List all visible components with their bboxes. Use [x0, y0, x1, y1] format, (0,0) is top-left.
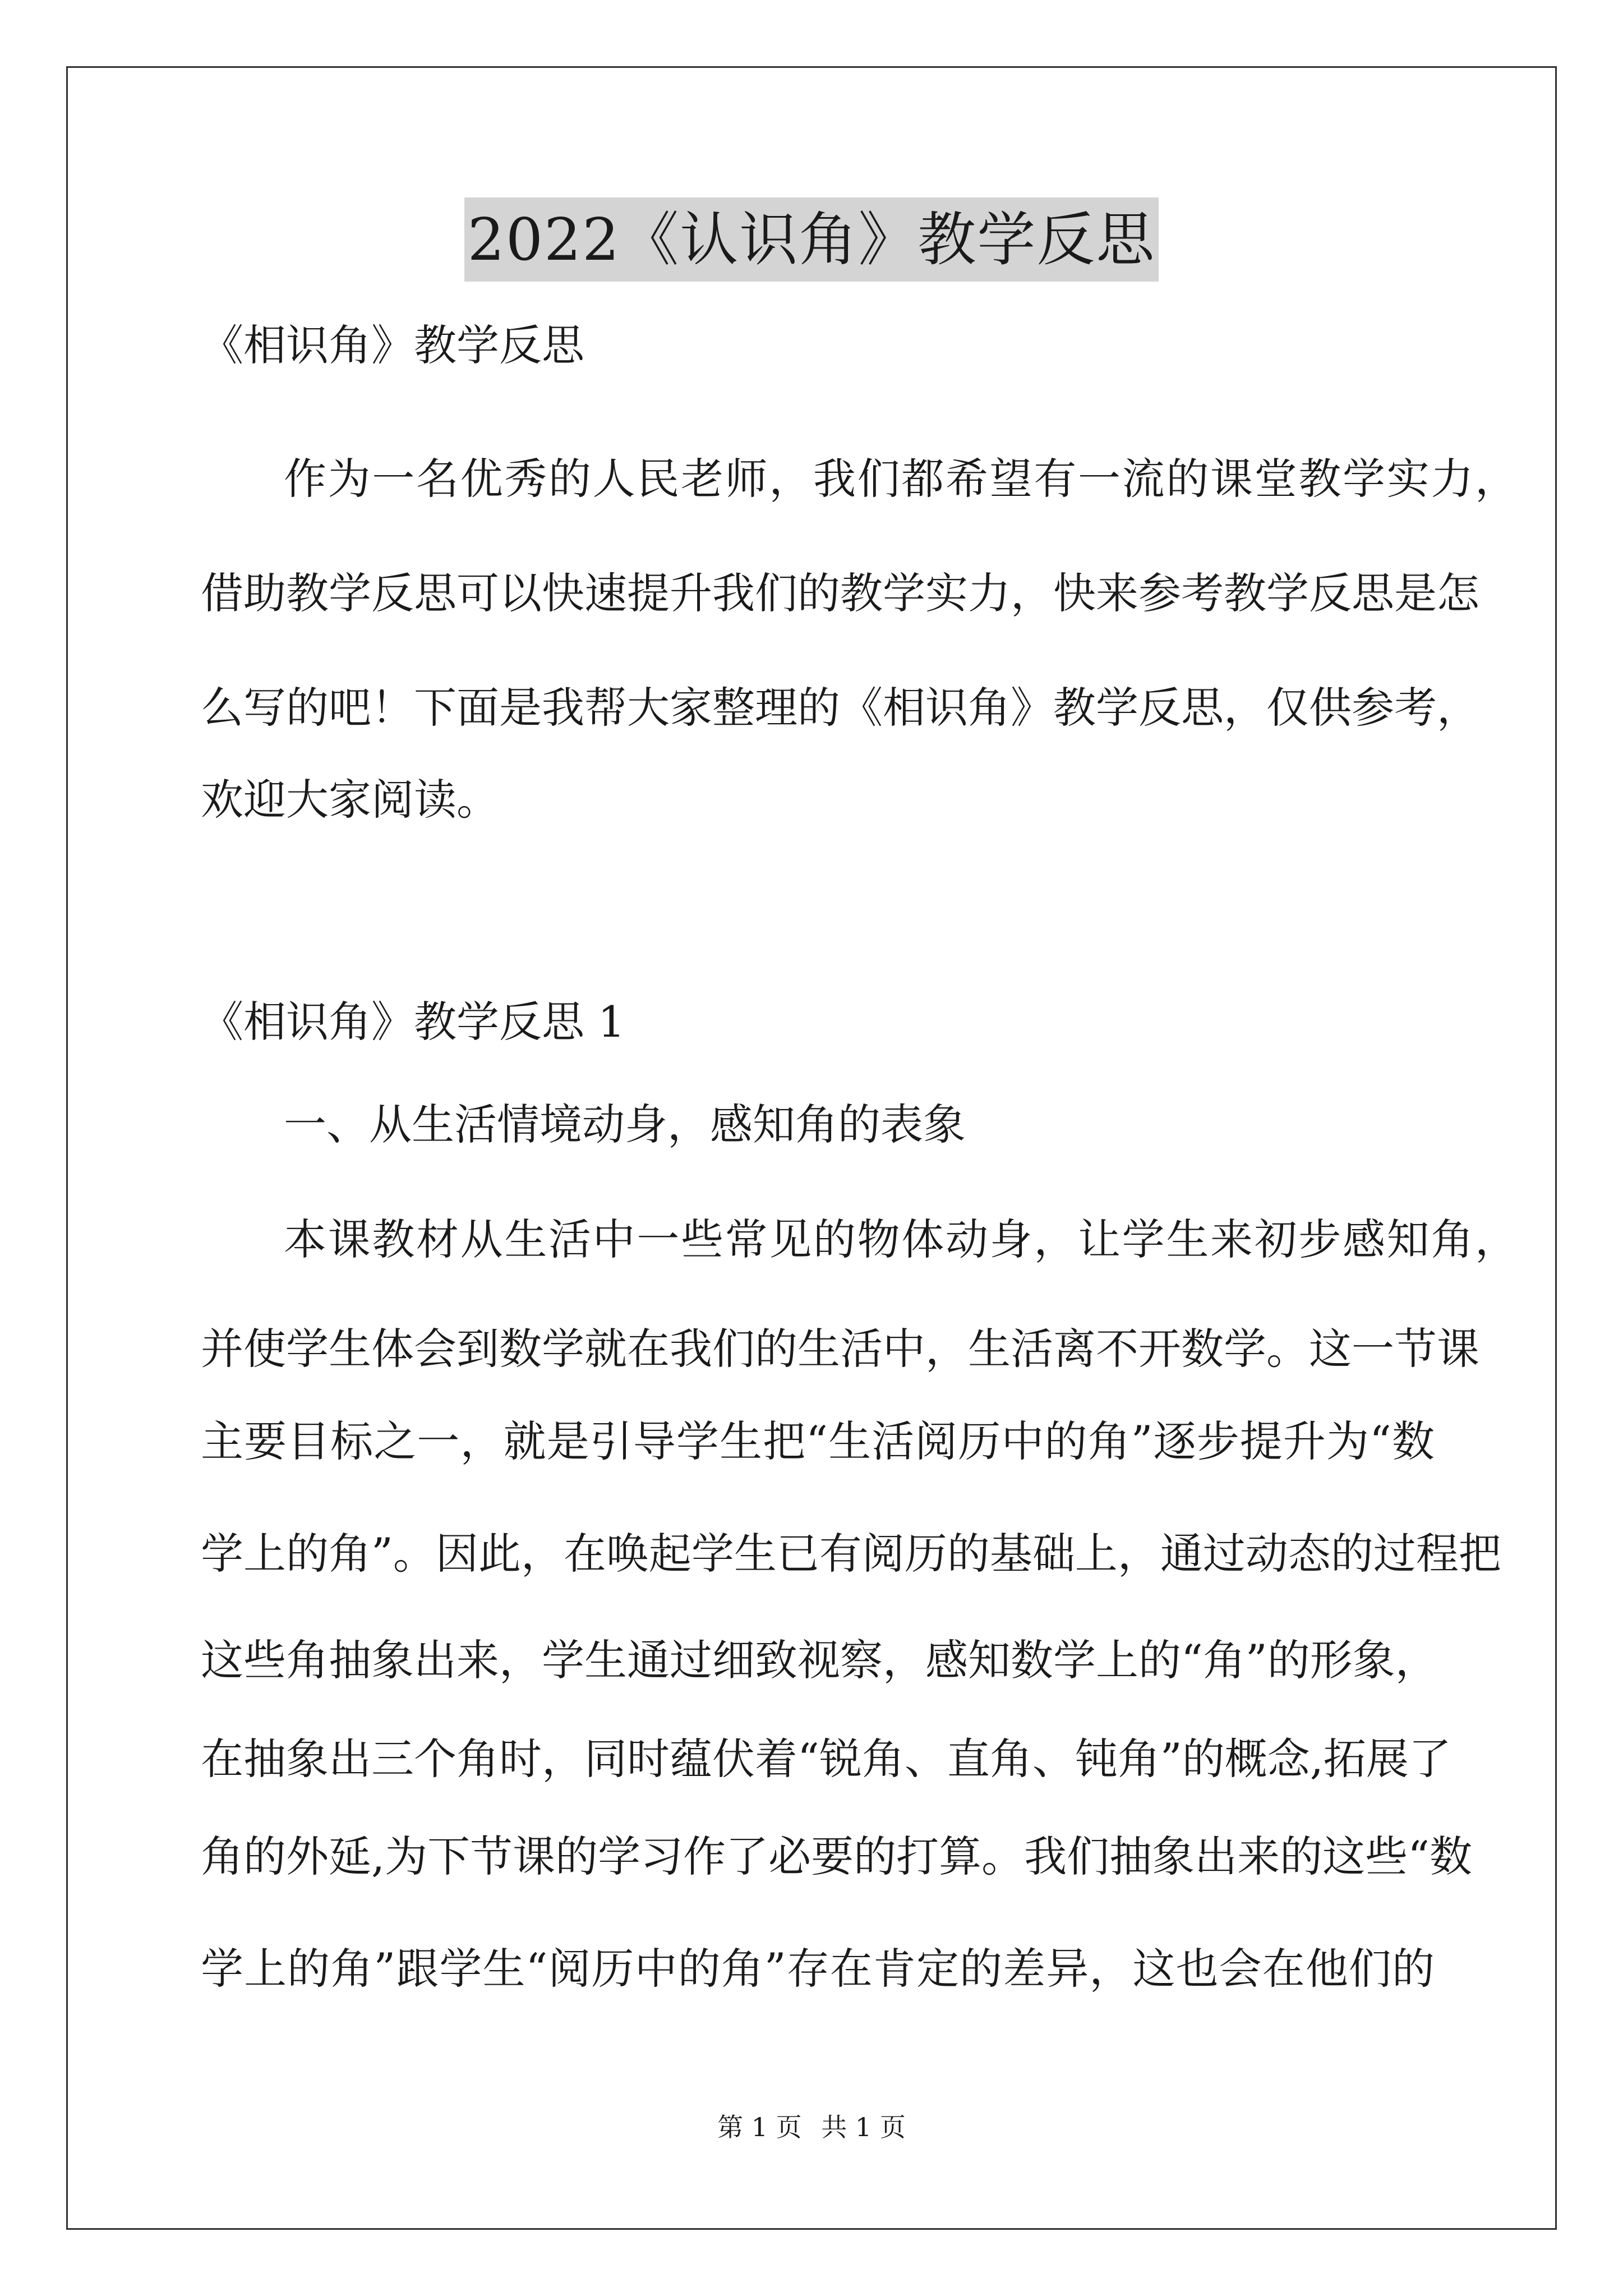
paragraph-line: 在抽象出三个角时，同时蕴伏着“锐角、直角、钝角”的概念,拓展了 — [201, 1734, 1451, 1784]
page-number: 第 1 页 — [717, 2112, 802, 2142]
paragraph-line: 么写的吧！下面是我帮大家整理的《相识角》教学反思，仅供参考， — [201, 683, 1479, 733]
paragraph-line: 学上的角”。因此，在唤起学生已有阅历的基础上，通过动态的过程把 — [201, 1529, 1501, 1579]
paragraph-line: 这些角抽象出来，学生通过细致视察，感知数学上的“角”的形象， — [201, 1635, 1438, 1685]
paragraph-line: 并使学生体会到数学就在我们的生活中，生活离不开数学。这一节课 — [201, 1324, 1479, 1374]
subheading: 一、从生活情境动身，感知角的表象 — [284, 1099, 966, 1149]
page-total: 共 1 页 — [821, 2112, 906, 2142]
paragraph-line: 本课教材从生活中一些常见的物体动身，让学生来初步感知角， — [284, 1214, 1518, 1264]
document-title: 2022《认识角》教学反思 — [464, 197, 1159, 282]
paragraph-line: 作为一名优秀的人民老师，我们都希望有一流的课堂教学实力， — [284, 454, 1518, 504]
paragraph-line: 角的外延,为下节课的学习作了必要的打算。我们抽象出来的这些“数 — [201, 1832, 1473, 1881]
paragraph-line: 主要目标之一，就是引导学生把“生活阅历中的角”逐步提升为“数 — [201, 1416, 1435, 1466]
paragraph-line: 欢迎大家阅读。 — [201, 775, 499, 825]
paragraph-line: 学上的角”跟学生“阅历中的角”存在肯定的差异，这也会在他们的 — [201, 1944, 1435, 1994]
section-heading-1: 《相识角》教学反思 1 — [201, 997, 625, 1047]
section-heading-intro: 《相识角》教学反思 — [201, 320, 584, 370]
document-title-block — [0, 197, 1623, 282]
paragraph-line: 借助教学反思可以快速提升我们的教学实力，快来参考教学反思是怎 — [201, 568, 1479, 618]
page-footer — [0, 2110, 1623, 2144]
